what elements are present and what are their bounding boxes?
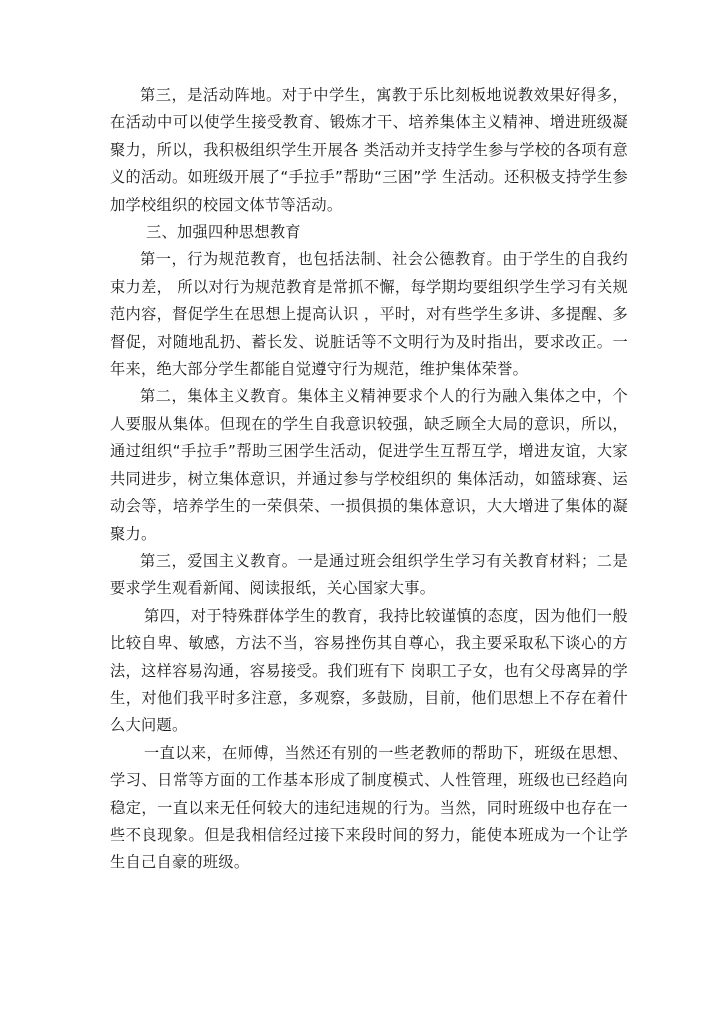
paragraph-special-groups: 第四，对于特殊群体学生的教育，我持比较谨慎的态度，因为他们一般比较自卑、敏感，方法不当，容易挫伤其自尊心，我主要采取私下谈心的方法，这样容易沟通，容易接受。我们班有下 岗职工子女，也有父母离异的学生，对他们我平时多注意，多观察，多鼓励，目前，他们思想上不存在着什么大问题。	[110, 606, 628, 735]
paragraph-patriotism: 第三，爱国主义教育。一是通过班会组织学生学习有关教育材料；二是要求学生观看新闻、阅读报纸，关心国家大事。	[110, 551, 628, 598]
paragraph-activity-position: 第三，是活动阵地。对于中学生，寓教于乐比刻板地说教效果好得多，在活动中可以使学生接受教育、锻炼才干、培养集体主义精神、增进班级凝聚力，所以，我积极组织学生开展各 类活动并支持学生参与学校的各项有意义的活动。如班级开展了“手拉手”帮助“三困”学 生活动。还积极支持学生参加学校组织的校园文体节等活动。	[110, 86, 628, 214]
paragraph-conclusion: 一直以来，在师傅，当然还有别的一些老教师的帮助下，班级在思想、学习、日常等方面的工作基本形成了制度模式、人性管理，班级也已经趋向稳定，一直以来无任何较大的违纪违规的行为。当然，同时班级中也存在一些不良现象。但是我相信经过接下来段时间的努力，能使本班成为一个让学生自己自豪的班级。	[110, 743, 628, 872]
paragraph-collectivism: 第二，集体主义教育。集体主义精神要求个人的行为融入集体之中，个人要服从集体。但现在的学生自我意识较强，缺乏顾全大局的意识，所以，通过组织“手拉手”帮助三困学生活动，促进学生互帮互学，增进友谊，大家共同进步，树立集体意识，并通过参与学校组织的 集体活动，如篮球赛、运动会等，培养学生的一荣俱荣、一损俱损的集体意识，大大增进了集体的凝聚力。	[110, 387, 628, 543]
document-page	[110, 82, 628, 877]
section-heading-four-educations: 三、加强四种思想教育	[146, 223, 301, 242]
paragraph-behavior-norms: 第一，行为规范教育，也包括法制、社会公德教育。由于学生的自我约束力差， 所以对行为规范教育是常抓不懈，每学期均要组织学生学习有关规范内容，督促学生在思想上提高认识 ，平时，对有些学生多讲、多提醒、多督促，对随地乱扔、蓄长发、说脏话等不文明行为及时指出，要求改正。一年来，绝大部分学生都能自觉遵守行为规范，维护集体荣誉。	[110, 250, 628, 379]
